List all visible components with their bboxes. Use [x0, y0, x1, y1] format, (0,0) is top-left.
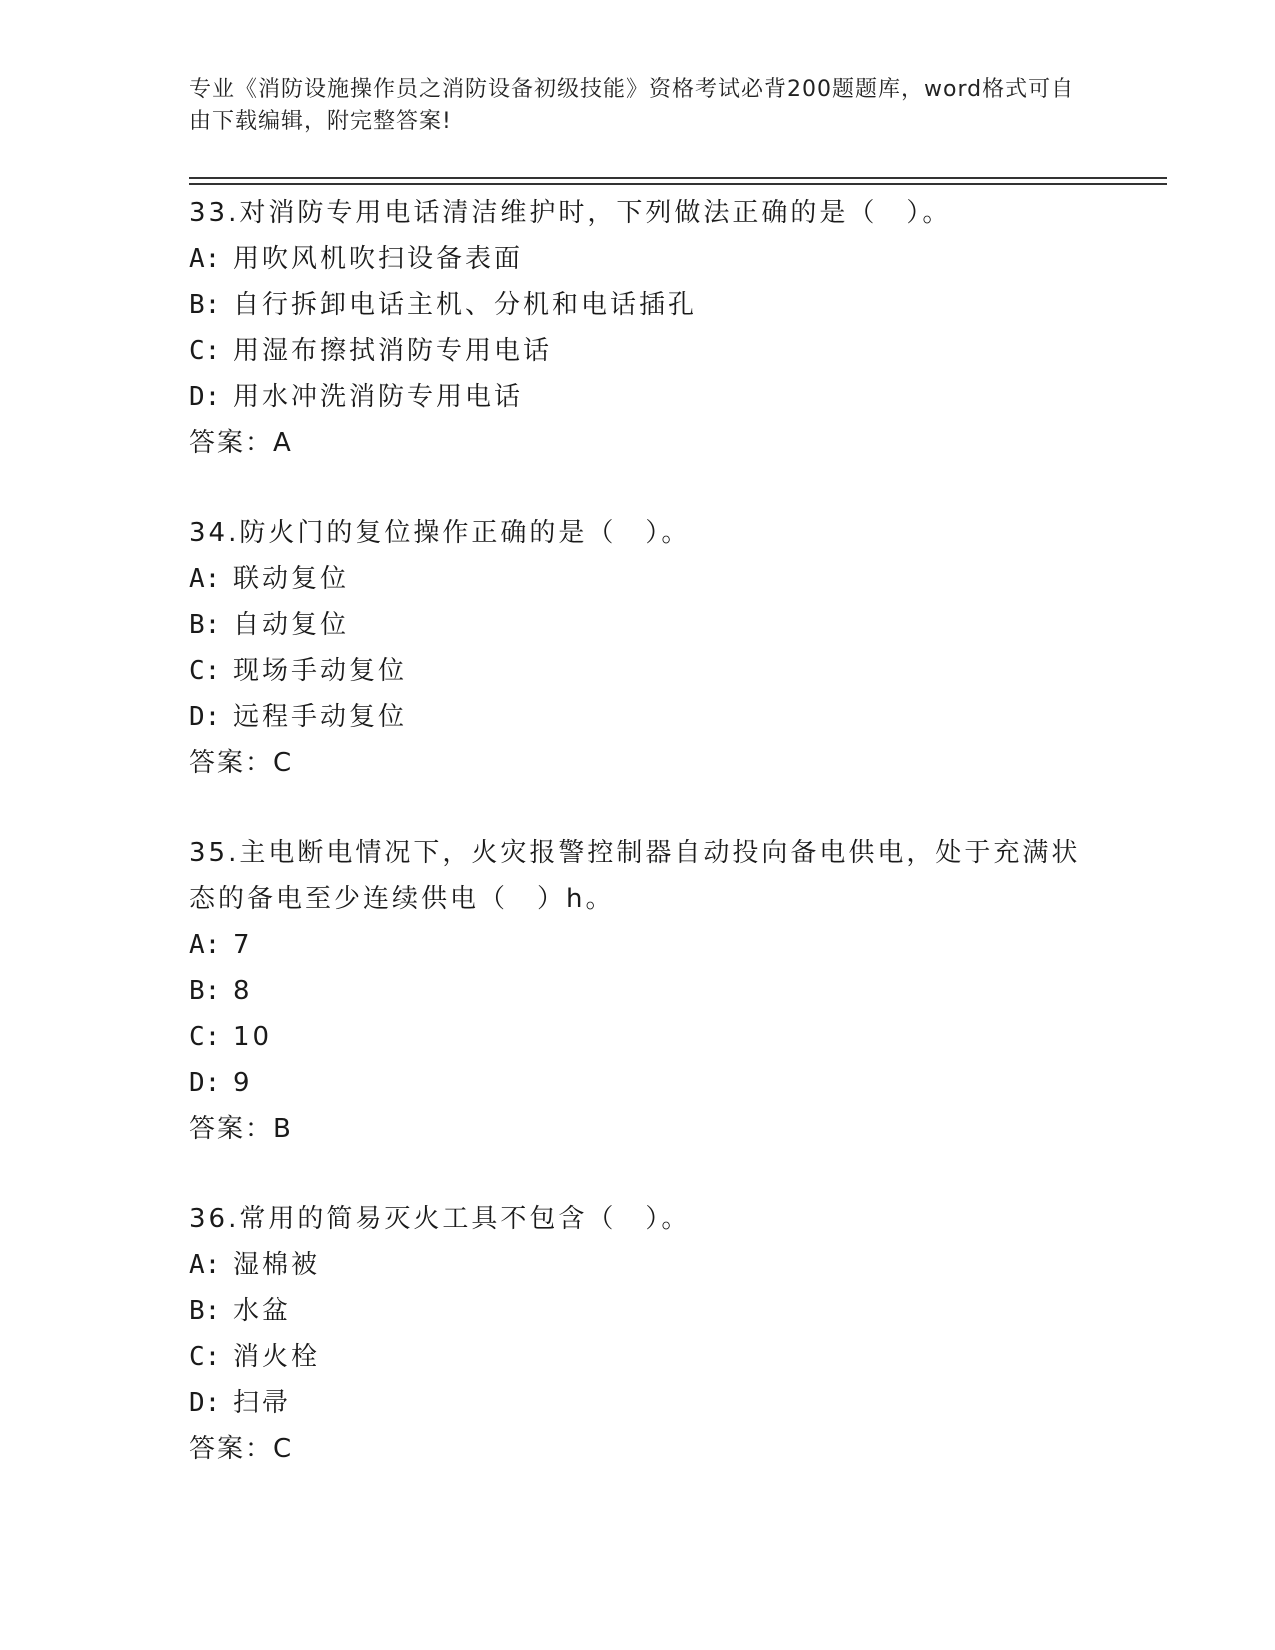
option-key: D: [189, 1068, 221, 1098]
option-key: C: [189, 1342, 221, 1372]
option-a [189, 556, 1089, 602]
option-d [189, 1380, 1089, 1426]
answer-line: 答案：C [189, 748, 294, 778]
option-text: 联动复位 [233, 564, 350, 594]
header-divider-top [189, 177, 1167, 179]
option-c [189, 328, 1089, 374]
option-c [189, 648, 1089, 694]
option-a [189, 1242, 1089, 1288]
question-35 [189, 830, 1089, 1152]
answer-line: 答案：C [189, 1434, 294, 1464]
option-d [189, 374, 1089, 420]
option-text: 用湿布擦拭消防专用电话 [233, 336, 553, 366]
option-key: D: [189, 1388, 221, 1418]
option-key: C: [189, 656, 221, 686]
option-key: B: [189, 1296, 221, 1326]
option-c [189, 1014, 1089, 1060]
option-text: 10 [233, 1022, 273, 1052]
question-stem: 36.常用的简易灭火工具不包含（ ）。 [189, 1204, 691, 1234]
option-b [189, 1288, 1089, 1334]
question-34 [189, 510, 1089, 786]
option-text: 现场手动复位 [233, 656, 408, 686]
option-text: 扫帚 [233, 1388, 292, 1418]
option-d [189, 694, 1089, 740]
option-key: D: [189, 382, 221, 412]
option-a [189, 922, 1089, 968]
answer-line: 答案：A [189, 428, 293, 458]
option-key: A: [189, 930, 221, 960]
option-text: 消火栓 [233, 1342, 321, 1372]
question-list [189, 190, 1089, 1516]
document-header: 专业《消防设施操作员之消防设备初级技能》资格考试必背200题题库，word格式可自由下载编辑，附完整答案! [189, 77, 1075, 134]
option-text: 自动复位 [233, 610, 350, 640]
option-d [189, 1060, 1089, 1106]
option-key: B: [189, 290, 221, 320]
option-key: A: [189, 564, 221, 594]
question-33 [189, 190, 1089, 466]
option-a [189, 236, 1089, 282]
option-text: 用水冲洗消防专用电话 [233, 382, 524, 412]
option-key: C: [189, 336, 221, 366]
question-36 [189, 1196, 1089, 1472]
option-text: 9 [233, 1068, 253, 1098]
option-b [189, 282, 1089, 328]
option-text: 远程手动复位 [233, 702, 408, 732]
option-text: 湿棉被 [233, 1250, 321, 1280]
option-text: 自行拆卸电话主机、分机和电话插孔 [233, 290, 698, 320]
option-text: 用吹风机吹扫设备表面 [233, 244, 524, 274]
question-stem: 33.对消防专用电话清洁维护时，下列做法正确的是（ ）。 [189, 198, 952, 228]
option-key: A: [189, 1250, 221, 1280]
option-text: 7 [233, 930, 253, 960]
option-key: B: [189, 976, 221, 1006]
option-key: B: [189, 610, 221, 640]
option-b [189, 602, 1089, 648]
option-text: 水盆 [233, 1296, 292, 1326]
option-b [189, 968, 1089, 1014]
option-c [189, 1334, 1089, 1380]
question-stem: 35.主电断电情况下，火灾报警控制器自动投向备电供电，处于充满状态的备电至少连续供电（ ）h。 [189, 838, 1081, 914]
option-text: 8 [233, 976, 253, 1006]
option-key: C: [189, 1022, 221, 1052]
option-key: D: [189, 702, 221, 732]
header-divider-bottom [189, 183, 1167, 185]
option-key: A: [189, 244, 221, 274]
question-stem: 34.防火门的复位操作正确的是（ ）。 [189, 518, 691, 548]
answer-line: 答案：B [189, 1114, 293, 1144]
